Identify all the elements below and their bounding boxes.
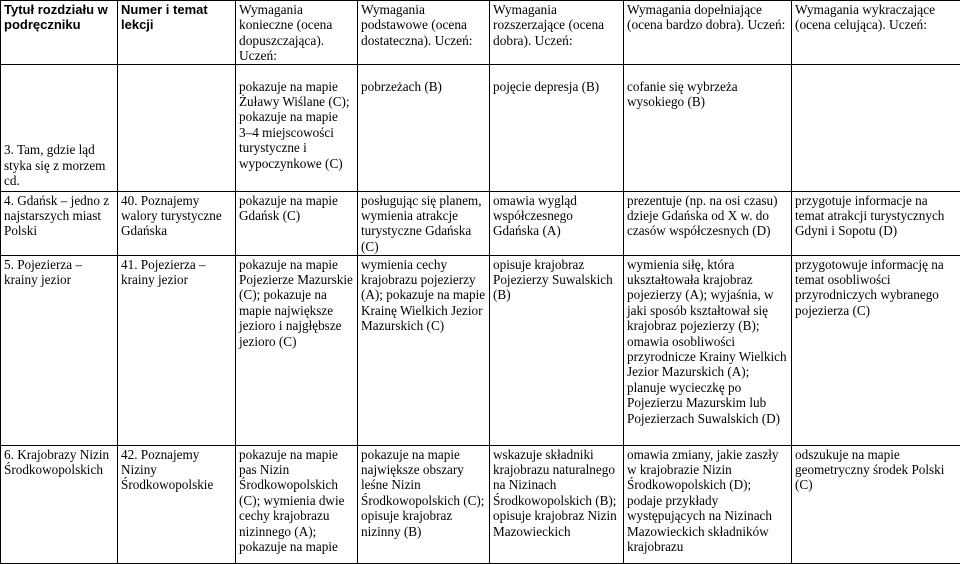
cell-rozszerzajace: wskazuje składniki krajobrazu naturalnego na Nizinach Środkowopolskich (B); opisuje krajobraz Nizin Mazowieckich xyxy=(490,445,624,563)
cell-rozszerzajace: pojęcie depresja (B) xyxy=(490,64,624,191)
cell-rozszerzajace: opisuje krajobraz Pojezierzy Suwalskich (B) xyxy=(490,255,624,445)
cell-konieczne: pokazuje na mapie Pojezierze Mazurskie (C); pokazuje na mapie największe jezioro i najgłębsze jezioro (C) xyxy=(236,255,358,445)
table-row xyxy=(1,64,960,191)
header-wykraczajace: Wymagania wykraczające (ocena celująca). Uczeń: xyxy=(792,1,960,65)
cell-chapter: 6. Krajobrazy Nizin Środkowopolskich xyxy=(1,445,118,563)
table-row xyxy=(1,445,960,563)
cell-chapter: 4. Gdańsk – jedno z najstarszych miast Polski xyxy=(1,191,118,255)
cell-dopelniajace: wymienia siłę, która ukształtowała krajobraz pojezierzy (A); wyjaśnia, w jaki sposób kształtował się krajobraz pojezierzy (B); omawia osobliwości przyrodnicze Krainy Wielkich Jezior Mazurskich (A); planuje wycieczkę po Pojezierzu Mazurskim lub Pojezierzach Suwalskich (D) xyxy=(624,255,792,445)
cell-lesson: 40. Poznajemy walory turystyczne Gdańska xyxy=(118,191,236,255)
cell-dopelniajace: cofanie się wybrzeża wysokiego (B) xyxy=(624,64,792,191)
cell-wykraczajace: przygotowuje informację na temat osobliwości przyrodniczych wybranego pojezierza (C) xyxy=(792,255,960,445)
cell-podstawowe: posługując się planem, wymienia atrakcje turystyczne Gdańska (C) xyxy=(358,191,490,255)
cell-lesson: 42. Poznajemy Niziny Środkowopolskie xyxy=(118,445,236,563)
header-dopelniajace: Wymagania dopełniające (ocena bardzo dobra). Uczeń: xyxy=(624,1,792,65)
cell-lesson xyxy=(118,64,236,191)
cell-wykraczajace xyxy=(792,64,960,191)
cell-wykraczajace: przygotuje informacje na temat atrakcji turystycznych Gdyni i Sopotu (D) xyxy=(792,191,960,255)
header-konieczne: Wymagania konieczne (ocena dopuszczająca). Uczeń: xyxy=(236,1,358,65)
cell-chapter: 3. Tam, gdzie ląd styka się z morzem cd. xyxy=(1,64,118,191)
cell-podstawowe: pokazuje na mapie największe obszary leśne Nizin Środkowopolskich (C); opisuje krajobraz nizinny (B) xyxy=(358,445,490,563)
cell-dopelniajace: omawia zmiany, jakie zaszły w krajobrazie Nizin Środkowopolskich (D); podaje przykłady występujących na Nizinach Mazowieckich składników krajobrazu xyxy=(624,445,792,563)
header-podstawowe: Wymagania podstawowe (ocena dostateczna). Uczeń: xyxy=(358,1,490,65)
cell-konieczne: pokazuje na mapie Gdańsk (C) xyxy=(236,191,358,255)
header-rozszerzajace: Wymagania rozszerzające (ocena dobra). Uczeń: xyxy=(490,1,624,65)
cell-podstawowe: wymienia cechy krajobrazu pojezierzy (A); pokazuje na mapie Krainę Wielkich Jezior Mazurskich (C) xyxy=(358,255,490,445)
cell-wykraczajace: odszukuje na mapie geometryczny środek Polski (C) xyxy=(792,445,960,563)
cell-lesson: 41. Pojezierza – krainy jezior xyxy=(118,255,236,445)
table-row xyxy=(1,191,960,255)
header-row xyxy=(1,1,960,65)
cell-rozszerzajace: omawia wygląd współczesnego Gdańska (A) xyxy=(490,191,624,255)
cell-podstawowe: pobrzeżach (B) xyxy=(358,64,490,191)
table-row xyxy=(1,255,960,445)
cell-konieczne: pokazuje na mapie pas Nizin Środkowopolskich (C); wymienia dwie cechy krajobrazu nizinnego (A); pokazuje na mapie xyxy=(236,445,358,563)
cell-konieczne: pokazuje na mapie Żuławy Wiślane (C); pokazuje na mapie 3–4 miejscowości turystyczne i wypoczynkowe (C) xyxy=(236,64,358,191)
header-lesson: Numer i temat lekcji xyxy=(118,1,236,65)
cell-chapter: 5. Pojezierza – krainy jezior xyxy=(1,255,118,445)
header-chapter: Tytuł rozdziału w podręczniku xyxy=(1,1,118,65)
cell-dopelniajace: prezentuje (np. na osi czasu) dzieje Gdańska od X w. do czasów współczesnych (D) xyxy=(624,191,792,255)
